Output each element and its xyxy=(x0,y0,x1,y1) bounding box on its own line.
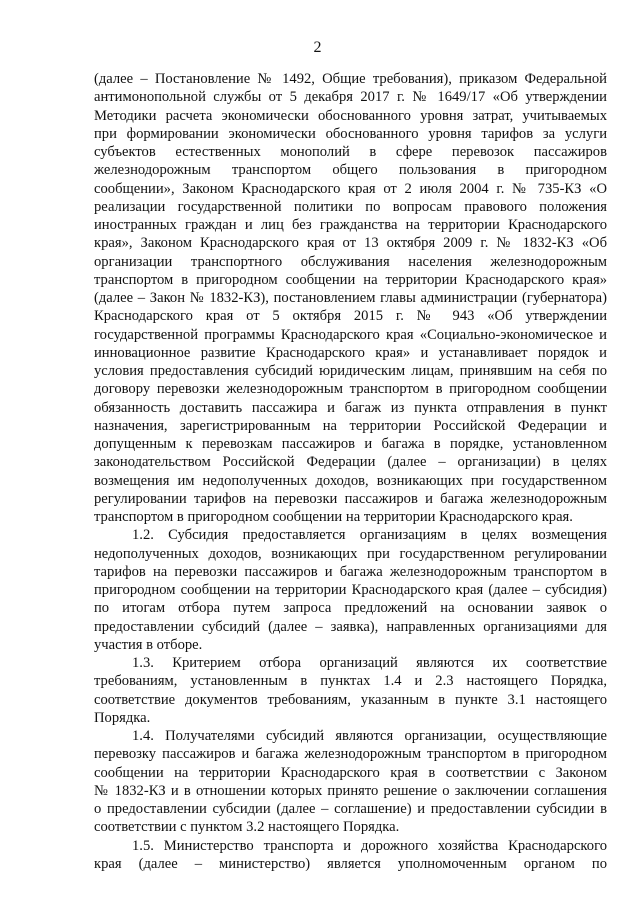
text-line: пригородном сообщении на территории Краснодарского края (далее – субсидия) xyxy=(94,582,607,598)
page-number: 2 xyxy=(313,39,322,56)
text-line: государственной программы Краснодарского края «Социально-экономическое и xyxy=(94,326,607,343)
text-line: края (далее – министерство) является уполномоченным органом по xyxy=(94,855,607,872)
text-line: организации транспортного обслуживания населения железнодорожным xyxy=(94,253,607,270)
text-line: сообщении на территории Краснодарского края в соответствии с Законом xyxy=(94,764,607,781)
text-line: транспортом в пригородном сообщении на территории Краснодарского края. xyxy=(94,509,573,525)
text-line: иностранных граждан и лиц без гражданства на территории Краснодарского xyxy=(94,217,607,233)
text-line: назначения, зарегистрированным на территории Российской Федерации и xyxy=(94,417,607,434)
text-line: края», Законом Краснодарского края от 13 октября 2009 г. № 1832-КЗ «Об xyxy=(94,235,607,252)
text-line: Порядка. xyxy=(94,709,151,726)
text-line: инновационное развитие Краснодарского края» и устанавливает порядок и xyxy=(94,344,607,361)
text-line: требованиям, установленным в пунктах 1.4 и 2.3 настоящего Порядка, xyxy=(94,673,607,690)
text-line: № 1832-КЗ и в отношении которых принято решение о заключении соглашения xyxy=(94,782,607,799)
text-line: сообщении», Законом Краснодарского края от 2 июля 2004 г. № 735-КЗ «О xyxy=(94,180,607,197)
text-line: законодательством Российской Федерации (далее – организации) в целях xyxy=(94,454,607,471)
text-line: соответствие документов требованиям, указанным в пункте 3.1 настоящего xyxy=(94,691,607,708)
text-line: 1.2. Субсидия предоставляется организациям в целях возмещения xyxy=(132,527,607,544)
text-line: Краснодарского края от 5 октября 2015 г. № 943 «Об утверждении xyxy=(94,308,607,325)
text-line: субъектов естественных монополий в сфере перевозок пассажиров xyxy=(94,144,607,160)
text-line: соответствии с пунктом 3.2 настоящего Порядка. xyxy=(94,819,400,836)
text-line: условия предоставления субсидий юридическим лицам, принявшим на себя по xyxy=(94,363,607,379)
text-line: реализации государственной политики по вопросам правового положения xyxy=(94,198,607,215)
text-line: возмещения им недополученных доходов, возникающих при государственном xyxy=(94,472,607,489)
text-line: Методики расчета экономически обоснованного уровня затрат, учитываемых xyxy=(94,107,607,124)
text-line: (далее – Закон № 1832-КЗ), постановлением главы администрации (губернатора) xyxy=(94,290,607,306)
text-line: обязанность доставить пассажира и багаж из пункта отправления в пункт xyxy=(94,399,607,416)
text-line: допущенным к перевозкам пассажиров и багажа в порядке, установленном xyxy=(94,436,607,452)
text-line: регулировании тарифов на перевозки пассажиров и багажа железнодорожным xyxy=(94,490,607,507)
text-line: по итогам отбора путем запроса предложений на основании заявок о xyxy=(94,600,607,617)
text-line: антимонопольной службы от 5 декабря 2017 г. № 1649/17 «Об утверждении xyxy=(94,89,607,106)
text-line: 1.4. Получателями субсидий являются организации, осуществляющие xyxy=(132,728,607,744)
body-text xyxy=(94,70,607,873)
text-line: перевозку пассажиров и багажа железнодорожным транспортом в пригородном xyxy=(94,746,607,763)
text-line: предоставлении субсидий (далее – заявка), направленных организациями для xyxy=(94,618,607,635)
text-line: о предоставлении субсидии (далее – соглашение) и предоставлении субсидии в xyxy=(94,801,607,817)
text-line: 1.5. Министерство транспорта и дорожного хозяйства Краснодарского xyxy=(132,837,607,854)
text-line: железнодорожным транспортом общего пользования в пригородном xyxy=(94,162,607,179)
text-line: недополученных доходов, возникающих при государственном регулировании xyxy=(94,545,607,562)
text-line: (далее – Постановление № 1492, Общие требования), приказом Федеральной xyxy=(94,71,607,87)
text-line: договору перевозки железнодорожным транспортом в пригородном сообщении xyxy=(94,381,607,398)
text-line: участия в отборе. xyxy=(94,636,203,653)
text-line: тарифов на перевозки пассажиров и багажа железнодорожным транспортом в xyxy=(94,563,607,580)
text-line: 1.3. Критерием отбора организаций являются их соответствие xyxy=(132,655,607,671)
text-line: транспортом в пригородном сообщении на территории Краснодарского края» xyxy=(94,271,607,288)
text-line: при формировании экономически обоснованного уровня тарифов за услуги xyxy=(94,125,607,142)
